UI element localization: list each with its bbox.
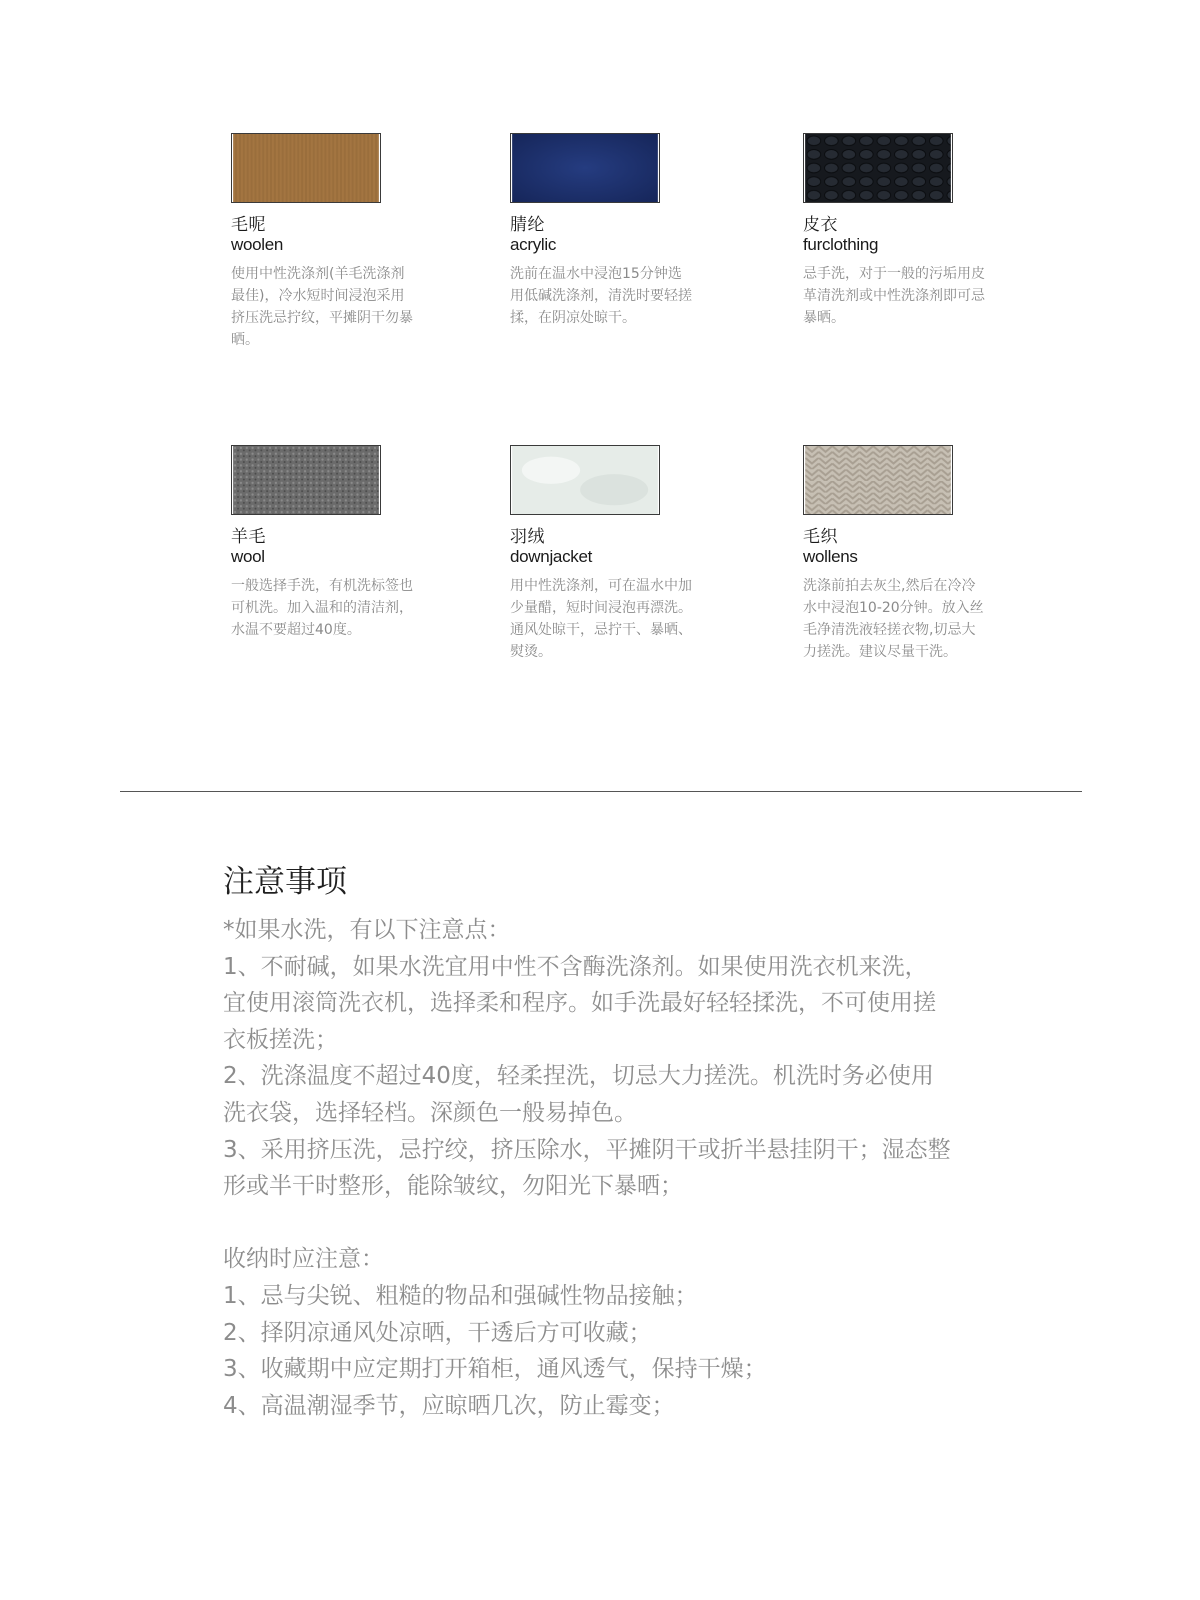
notes-line: 3、收藏期中应定期打开箱柜，通风透气，保持干燥； xyxy=(223,1356,767,1383)
fabric-name-cn: 毛呢 xyxy=(231,215,266,235)
wollens-swatch-image xyxy=(803,445,953,515)
fabric-care-description: 洗前在温水中浸泡15分钟选用低碱洗涤剂，清洗时要轻搓揉，在阴凉处晾干。 xyxy=(510,266,692,326)
notes-line: 3、采用挤压洗，忌拧绞，挤压除水，平摊阴干或折半悬挂阴干；湿态整 xyxy=(223,1136,951,1163)
notes-line: 1、不耐碱，如果水洗宜用中性不含酶洗涤剂。如果使用洗衣机来洗， xyxy=(223,953,928,980)
notes-line: 形或半干时整形，能除皱纹，勿阳光下暴晒； xyxy=(223,1173,683,1200)
fabric-card-furclothing xyxy=(803,133,1033,329)
fabric-card-woolen xyxy=(231,133,461,351)
fabric-care-description: 一般选择手洗，有机洗标签也可机洗。加入温和的清洁剂，水温不要超过40度。 xyxy=(231,578,413,638)
fabric-name-en: woolen xyxy=(231,235,284,254)
notes-line: 1、忌与尖锐、粗糙的物品和强碱性物品接触； xyxy=(223,1282,698,1309)
fabric-card-acrylic xyxy=(510,133,740,329)
notes-line: 衣板搓洗； xyxy=(223,1026,338,1053)
fabric-name-en: furclothing xyxy=(803,235,879,254)
notes-line: 4、高温潮湿季节，应晾晒几次，防止霉变； xyxy=(223,1392,675,1419)
fabric-name-cn: 腈纶 xyxy=(510,215,545,235)
notes-line: 宜使用滚筒洗衣机，选择柔和程序。如手洗最好轻轻揉洗，不可使用搓 xyxy=(223,990,936,1017)
fabric-name-en: acrylic xyxy=(510,235,557,254)
fabric-name-cn: 羽绒 xyxy=(510,527,545,547)
wool-swatch-image xyxy=(231,445,381,515)
downjacket-swatch-image xyxy=(510,445,660,515)
fabric-name-en: wool xyxy=(231,547,265,566)
fabric-name-en: wollens xyxy=(803,547,858,566)
notes-line: 收纳时应注意： xyxy=(223,1246,384,1273)
fabric-name-cn: 羊毛 xyxy=(231,527,266,547)
fabric-care-description: 洗涤前拍去灰尘,然后在冷冷水中浸泡10-20分钟。放入丝毛净清洗液轻搓衣物,切忌大力搓洗。建议尽量干洗。 xyxy=(803,578,984,660)
fabric-card-wollens xyxy=(803,445,1033,663)
furclothing-swatch-image xyxy=(803,133,953,203)
notes-line: 2、洗涤温度不超过40度，轻柔捏洗，切忌大力搓洗。机洗时务必使用 xyxy=(223,1063,934,1090)
notes-line: *如果水洗，有以下注意点： xyxy=(223,917,511,943)
notes-title: 注意事项 xyxy=(223,864,347,900)
notes-section xyxy=(223,862,1013,1424)
section-divider xyxy=(120,791,1082,792)
fabric-name-en: downjacket xyxy=(510,547,593,566)
fabric-name-cn: 毛织 xyxy=(803,527,838,547)
fabric-care-description: 用中性洗涤剂，可在温水中加少量醋，短时间浸泡再漂洗。通风处晾干，忌拧干、暴晒、熨烫。 xyxy=(510,578,692,660)
fabric-card-downjacket xyxy=(510,445,740,663)
fabric-card-wool xyxy=(231,445,461,641)
acrylic-swatch-image xyxy=(510,133,660,203)
fabric-care-grid xyxy=(0,0,1200,760)
notes-line: 2、择阴凉通风处凉晒，干透后方可收藏； xyxy=(223,1319,652,1346)
fabric-care-description: 使用中性洗涤剂(羊毛洗涤剂最佳)，冷水短时间浸泡采用挤压洗忌拧纹，平摊阴干勿暴晒。 xyxy=(231,266,413,348)
fabric-care-description: 忌手洗，对于一般的污垢用皮革清洗剂或中性洗涤剂即可忌暴晒。 xyxy=(803,266,985,326)
notes-line xyxy=(223,1205,1013,1242)
woolen-swatch-image xyxy=(231,133,381,203)
notes-body xyxy=(223,912,1013,1424)
notes-line: 洗衣袋，选择轻档。深颜色一般易掉色。 xyxy=(223,1099,637,1126)
fabric-name-cn: 皮衣 xyxy=(803,215,838,235)
